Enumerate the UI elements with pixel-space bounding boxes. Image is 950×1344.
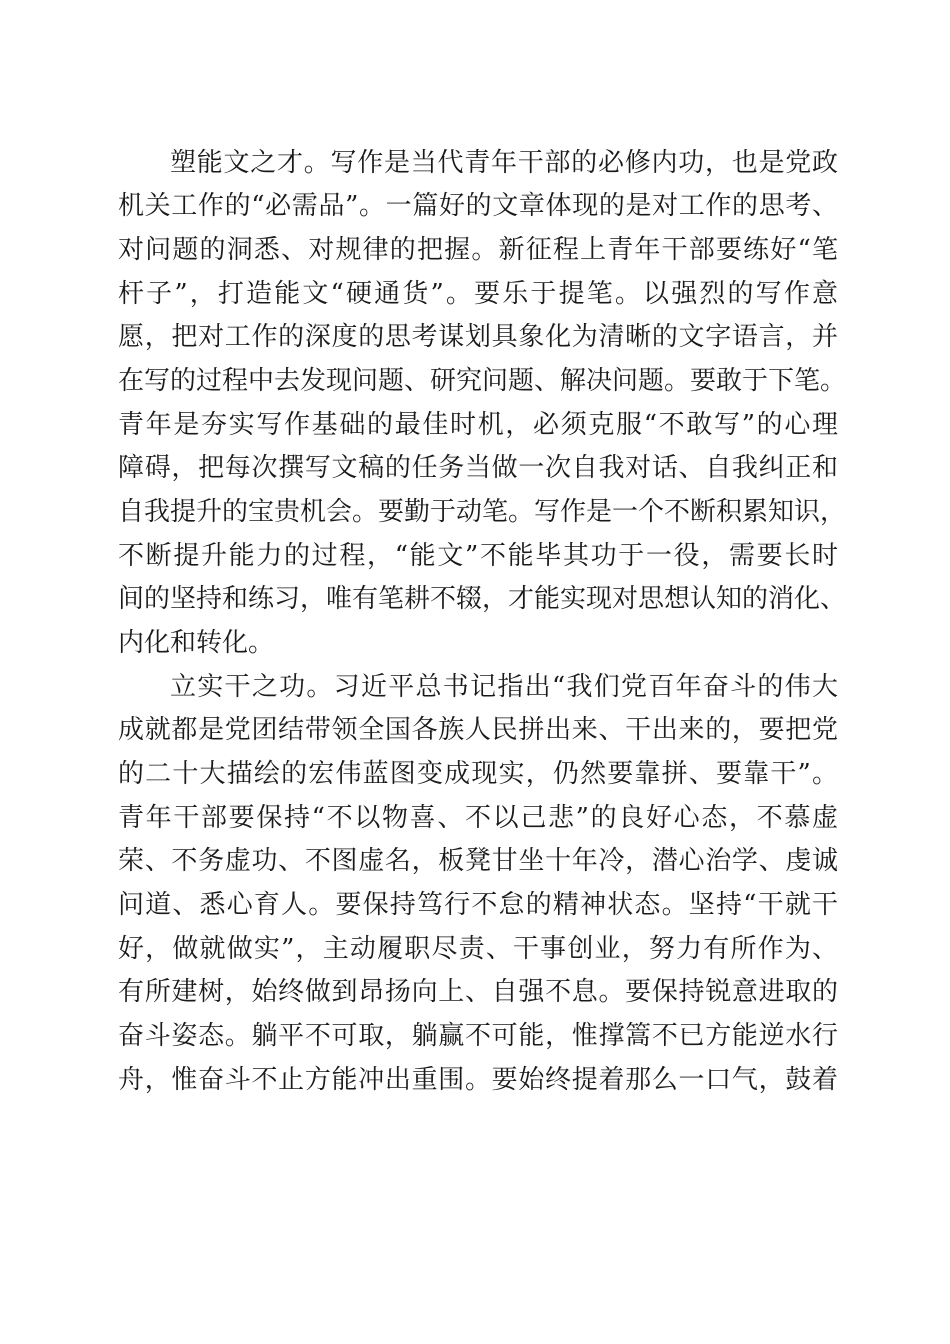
paragraph-1-line-1: 塑能文之才。写作是当代青年干部的必修内功，也是党政	[170, 148, 838, 178]
paragraph-2-line-1: 立实干之功。习近平总书记指出“我们党百年奋斗的伟大	[170, 672, 838, 702]
paragraph-2-line-10: 舟，惟奋斗不止方能冲出重围。要始终提着那么一口气，鼓着	[118, 1065, 838, 1095]
paragraph-1-line-7: 青年是夯实写作基础的最佳时机，必须克服“不敢写”的心理	[118, 410, 838, 440]
paragraph-2-line-6: 问道、悉心育人。要保持笃行不怠的精神状态。坚持“干就干	[118, 890, 838, 920]
paragraph-2-line-5: 荣、不务虚功、不图虚名，板凳甘坐十年冷，潜心治学、虔诚	[118, 846, 838, 876]
paragraph-1-line-2: 机关工作的“必需品”。一篇好的文章体现的是对工作的思考、	[118, 191, 838, 221]
paragraph-2-line-4: 青年干部要保持“不以物喜、不以己悲”的良好心态，不慕虚	[118, 803, 838, 833]
paragraph-2-line-3: 的二十大描绘的宏伟蓝图变成现实，仍然要靠拼、要靠干”。	[118, 759, 838, 789]
paragraph-2-line-9: 奋斗姿态。躺平不可取，躺赢不可能，惟撑篙不已方能逆水行	[118, 1021, 838, 1051]
paragraph-2-line-2: 成就都是党团结带领全国各族人民拼出来、干出来的，要把党	[118, 715, 838, 745]
paragraph-2-line-7: 好，做就做实”，主动履职尽责、干事创业，努力有所作为、	[118, 934, 838, 964]
paragraph-2-line-8: 有所建树，始终做到昂扬向上、自强不息。要保持锐意进取的	[118, 977, 838, 1007]
paragraph-1-line-12: 内化和转化。	[118, 628, 275, 658]
paragraph-1-line-4: 杆子”，打造能文“硬通货”。要乐于提笔。以强烈的写作意	[118, 279, 838, 309]
paragraph-1-line-5: 愿，把对工作的深度的思考谋划具象化为清晰的文字语言，并	[118, 322, 838, 352]
paragraph-1-line-6: 在写的过程中去发现问题、研究问题、解决问题。要敢于下笔。	[118, 366, 847, 396]
paragraph-1-line-11: 间的坚持和练习，唯有笔耕不辍，才能实现对思想认知的消化、	[118, 584, 847, 614]
paragraph-1-line-8: 障碍，把每次撰写文稿的任务当做一次自我对话、自我纠正和	[118, 453, 838, 483]
paragraph-1-line-3: 对问题的洞悉、对规律的把握。新征程上青年干部要练好“笔	[118, 235, 838, 265]
paragraph-1-line-10: 不断提升能力的过程，“能文”不能毕其功于一役，需要长时	[118, 541, 838, 571]
paragraph-1-line-9: 自我提升的宝贵机会。要勤于动笔。写作是一个不断积累知识，	[118, 497, 847, 527]
